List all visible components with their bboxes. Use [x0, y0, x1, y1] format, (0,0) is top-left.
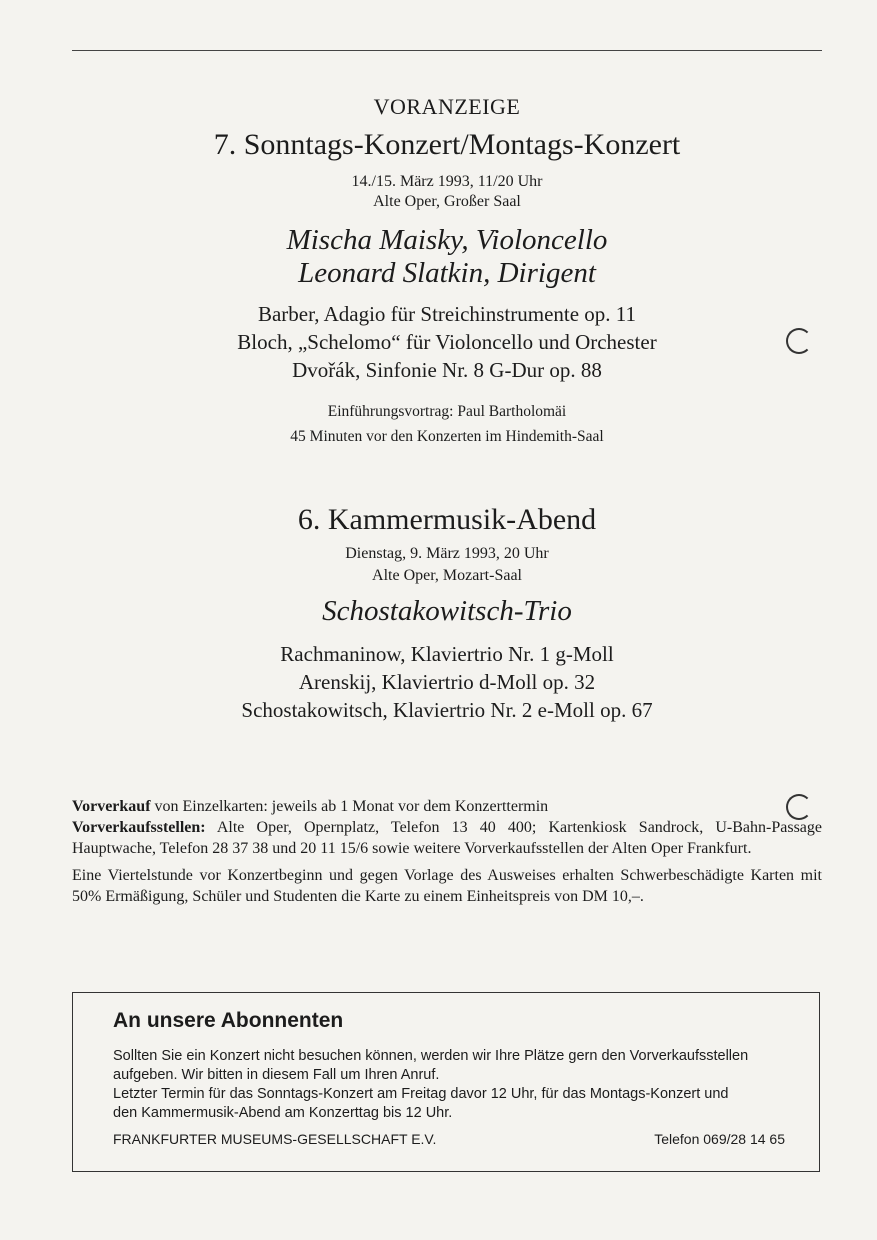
concert1-intro-lecture: Einführungsvortrag: Paul Bartholomäi — [327, 403, 567, 420]
organization-name: FRANKFURTER MUSEUMS-GESELLSCHAFT E.V. — [113, 1131, 437, 1147]
outlets-label: Vorverkaufsstellen: — [72, 819, 206, 836]
concert2-date: Dienstag, 9. März 1993, 20 Uhr — [345, 545, 549, 562]
outlets-paragraph — [72, 817, 822, 859]
concert1-soloist: Mischa Maisky, Violoncello — [286, 224, 608, 256]
concert2-venue: Alte Oper, Mozart-Saal — [372, 567, 522, 584]
concert1-venue: Alte Oper, Großer Saal — [373, 193, 521, 210]
concert1-conductor: Leonard Slatkin, Dirigent — [298, 257, 596, 289]
subscribers-box-title: An unsere Abonnenten — [113, 1009, 344, 1032]
concert1-title: 7. Sonntags-Konzert/Montags-Konzert — [213, 128, 681, 161]
presale-label: Vorverkauf — [72, 798, 151, 815]
concert2-program-item: Rachmaninow, Klaviertrio Nr. 1 g-Moll — [280, 642, 614, 666]
ticket-info — [72, 796, 822, 907]
concert1-date: 14./15. März 1993, 11/20 Uhr — [351, 173, 543, 190]
subscribers-box-footer — [113, 1131, 785, 1147]
concert2-title: 6. Kammermusik-Abend — [297, 503, 597, 536]
presale-paragraph — [72, 796, 822, 817]
top-rule — [72, 50, 822, 51]
concert1-program-item: Bloch, „Schelomo“ für Violoncello und Orchester — [237, 330, 657, 354]
discount-paragraph: Eine Viertelstunde vor Konzertbeginn und gegen Vorlage des Ausweises erhalten Schwerbeschädigte Karten mit 50% Ermäßigung, Schüler und Studenten die Karte zu einem Einheitspreis von DM 10,–. — [72, 867, 822, 905]
subscribers-paragraph: Sollten Sie ein Konzert nicht besuchen können, werden wir Ihre Plätze gern den Vorverkaufsstellen aufgeben. Wir bitten in diesem Fall um Ihren Anruf. — [113, 1048, 749, 1083]
outlets-text: Alte Oper, Opernplatz, Telefon 13 40 400; Kartenkiosk Sandrock, U-Bahn-Passage Hauptwache, Telefon 28 37 38 und 20 11 15/6 sowie weitere Vorverkaufsstellen der Alten Oper Frankfurt. — [72, 819, 822, 857]
binder-hole-mark — [786, 794, 812, 820]
concert2-ensemble: Schostakowitsch-Trio — [322, 595, 572, 627]
binder-hole-mark — [786, 328, 812, 354]
phone-number: Telefon 069/28 14 65 — [654, 1131, 785, 1147]
announcement-heading: VORANZEIGE — [373, 94, 521, 119]
concert2-program-item: Arenskij, Klaviertrio d-Moll op. 32 — [298, 670, 596, 694]
concert1-program-item: Barber, Adagio für Streichinstrumente op. 11 — [257, 302, 637, 326]
concert1-intro-location: 45 Minuten vor den Konzerten im Hindemith-Saal — [290, 428, 604, 445]
subscribers-box-body — [113, 1047, 753, 1123]
concert2-program-item: Schostakowitsch, Klaviertrio Nr. 2 e-Moll op. 67 — [241, 698, 653, 722]
presale-text: von Einzelkarten: jeweils ab 1 Monat vor dem Konzerttermin — [150, 798, 549, 815]
subscribers-deadline-paragraph: Letzter Termin für das Sonntags-Konzert am Freitag davor 12 Uhr, für das Montags-Konzert und den Kammermusik-Abend am Konzerttag bis 12 Uhr. — [113, 1086, 729, 1121]
subscribers-notice-box — [72, 992, 820, 1172]
concert1-program-item: Dvořák, Sinfonie Nr. 8 G-Dur op. 88 — [292, 358, 602, 382]
